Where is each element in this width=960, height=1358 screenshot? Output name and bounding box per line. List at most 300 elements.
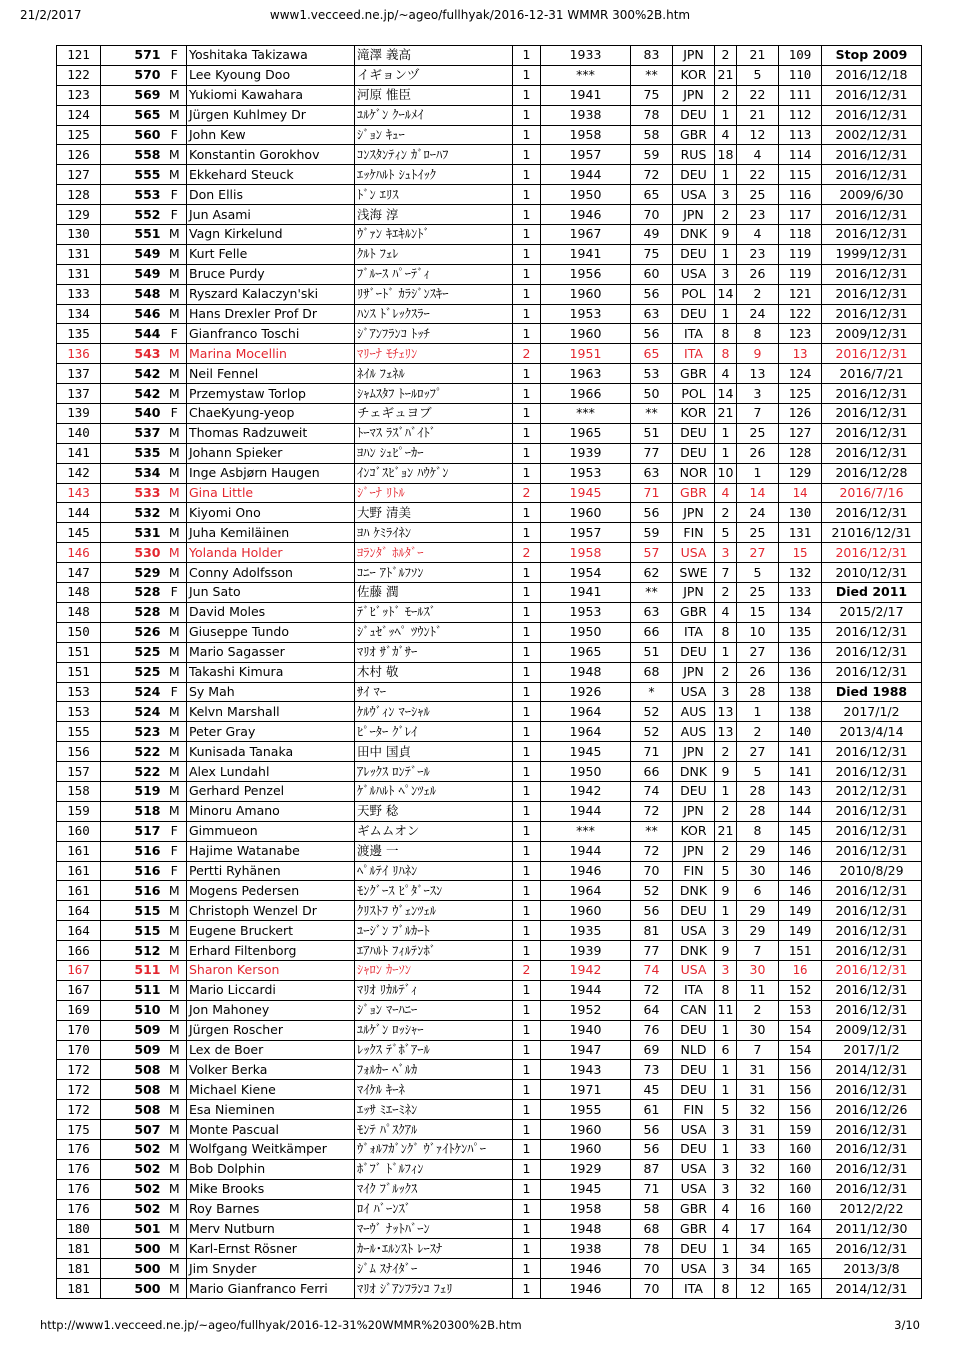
table-row — [57, 304, 922, 324]
total-cell: 134 — [779, 602, 822, 622]
total-cell: 146 — [779, 861, 822, 881]
date-cell: 2016/12/31 — [822, 1239, 922, 1259]
age-cell: 78 — [631, 1239, 673, 1259]
table-row — [57, 244, 922, 264]
country-rank-cell: 1 — [715, 901, 737, 921]
sex-cell: M — [163, 225, 187, 245]
country-count-cell: 31 — [737, 1060, 779, 1080]
age-cell: 51 — [631, 423, 673, 443]
runner-number-cell: 544 — [101, 324, 163, 344]
date-cell: 2009/12/31 — [822, 324, 922, 344]
rank-cell: 140 — [57, 423, 101, 443]
table-row — [57, 483, 922, 503]
katakana-name-cell: ﾌｫﾙｶｰ ﾍﾞﾙｶ — [355, 1060, 513, 1080]
category-cell: 1 — [513, 622, 541, 642]
country-rank-cell: 5 — [715, 523, 737, 543]
name-cell: Jun Sato — [187, 583, 355, 603]
sex-cell: F — [163, 404, 187, 424]
age-cell: 83 — [631, 46, 673, 66]
country-cell: JPN — [673, 841, 715, 861]
table-row — [57, 85, 922, 105]
date-cell: 2016/12/31 — [822, 901, 922, 921]
country-count-cell: 27 — [737, 742, 779, 762]
table-row — [57, 165, 922, 185]
age-cell: 58 — [631, 1199, 673, 1219]
runner-number-cell: 525 — [101, 662, 163, 682]
katakana-name-cell: ｼﾞｱﾝﾌﾗﾝｺ ﾄｯﾁ — [355, 324, 513, 344]
total-cell: 159 — [779, 1120, 822, 1140]
sex-cell: M — [163, 165, 187, 185]
table-row — [57, 762, 922, 782]
date-cell: 2016/12/31 — [822, 1179, 922, 1199]
sex-cell: F — [163, 125, 187, 145]
name-cell: Mike Brooks — [187, 1179, 355, 1199]
country-count-cell: 4 — [737, 225, 779, 245]
country-count-cell: 23 — [737, 244, 779, 264]
birth-year-cell: 1965 — [541, 423, 631, 443]
table-row — [57, 563, 922, 583]
total-cell: 15 — [779, 543, 822, 563]
name-cell: Merv Nutburn — [187, 1219, 355, 1239]
table-row — [57, 642, 922, 662]
country-cell: FIN — [673, 861, 715, 881]
age-cell: 72 — [631, 980, 673, 1000]
country-cell: FIN — [673, 1100, 715, 1120]
birth-year-cell: 1946 — [541, 1279, 631, 1299]
sex-cell: M — [163, 1139, 187, 1159]
sex-cell: M — [163, 801, 187, 821]
birth-year-cell: 1960 — [541, 1139, 631, 1159]
total-cell: 143 — [779, 781, 822, 801]
category-cell: 1 — [513, 1179, 541, 1199]
rank-cell: 180 — [57, 1219, 101, 1239]
sex-cell: F — [163, 841, 187, 861]
date-cell: 2016/12/31 — [822, 960, 922, 980]
category-cell: 1 — [513, 861, 541, 881]
country-count-cell: 15 — [737, 602, 779, 622]
sex-cell: M — [163, 1020, 187, 1040]
runner-number-cell: 507 — [101, 1120, 163, 1140]
rank-cell: 156 — [57, 742, 101, 762]
country-count-cell: 28 — [737, 682, 779, 702]
country-rank-cell: 1 — [715, 165, 737, 185]
country-cell: USA — [673, 543, 715, 563]
country-cell: JPN — [673, 583, 715, 603]
rank-cell: 137 — [57, 364, 101, 384]
table-row — [57, 284, 922, 304]
country-count-cell: 8 — [737, 324, 779, 344]
sex-cell: F — [163, 682, 187, 702]
total-cell: 109 — [779, 46, 822, 66]
country-cell: DEU — [673, 1020, 715, 1040]
date-cell: 2016/12/31 — [822, 841, 922, 861]
category-cell: 1 — [513, 980, 541, 1000]
country-rank-cell: 4 — [715, 483, 737, 503]
country-rank-cell: 3 — [715, 960, 737, 980]
country-rank-cell: 2 — [715, 503, 737, 523]
country-rank-cell: 1 — [715, 244, 737, 264]
total-cell: 111 — [779, 85, 822, 105]
katakana-name-cell: ｸﾙﾄ ﾌｪﾚ — [355, 244, 513, 264]
country-count-cell: 26 — [737, 443, 779, 463]
table-row — [57, 960, 922, 980]
table-row — [57, 443, 922, 463]
name-cell: Mogens Pedersen — [187, 881, 355, 901]
age-cell: 58 — [631, 125, 673, 145]
sex-cell: M — [163, 980, 187, 1000]
total-cell: 149 — [779, 901, 822, 921]
katakana-name-cell: ｼｬﾛﾝ ｶｰｿﾝ — [355, 960, 513, 980]
country-count-cell: 27 — [737, 543, 779, 563]
total-cell: 153 — [779, 1000, 822, 1020]
country-count-cell: 12 — [737, 1279, 779, 1299]
sex-cell: M — [163, 1120, 187, 1140]
country-rank-cell: 1 — [715, 423, 737, 443]
sex-cell: M — [163, 1279, 187, 1299]
age-cell: 57 — [631, 543, 673, 563]
name-cell: Yolanda Holder — [187, 543, 355, 563]
total-cell: 141 — [779, 742, 822, 762]
total-cell: 160 — [779, 1199, 822, 1219]
sex-cell: F — [163, 583, 187, 603]
name-cell: Lex de Boer — [187, 1040, 355, 1060]
country-cell: DEU — [673, 1239, 715, 1259]
country-cell: KOR — [673, 65, 715, 85]
sex-cell: M — [163, 921, 187, 941]
name-cell: Gina Little — [187, 483, 355, 503]
country-rank-cell: 3 — [715, 1179, 737, 1199]
katakana-name-cell: ﾏｰｳﾞ ﾅｯﾄﾊﾞｰﾝ — [355, 1219, 513, 1239]
country-rank-cell: 2 — [715, 85, 737, 105]
katakana-name-cell: 浅海 淳 — [355, 205, 513, 225]
runner-number-cell: 531 — [101, 523, 163, 543]
country-count-cell: 24 — [737, 304, 779, 324]
total-cell: 144 — [779, 801, 822, 821]
katakana-name-cell: ﾓﾝﾃ ﾊﾟｽｸｱﾙ — [355, 1120, 513, 1140]
total-cell: 136 — [779, 642, 822, 662]
katakana-name-cell: ｲﾝｺﾞｽﾋﾞｮﾝ ﾊｳｹﾞﾝ — [355, 463, 513, 483]
country-rank-cell: 4 — [715, 125, 737, 145]
name-cell: Przemystaw Torlop — [187, 384, 355, 404]
runner-number-cell: 501 — [101, 1219, 163, 1239]
age-cell: 68 — [631, 1219, 673, 1239]
katakana-name-cell: ﾌﾞﾙｰｽ ﾊﾟｰﾃﾞｨ — [355, 264, 513, 284]
total-cell: 124 — [779, 364, 822, 384]
name-cell: John Kew — [187, 125, 355, 145]
age-cell: 56 — [631, 284, 673, 304]
sex-cell: M — [163, 762, 187, 782]
name-cell: Jon Mahoney — [187, 1000, 355, 1020]
age-cell: 69 — [631, 1040, 673, 1060]
country-rank-cell: 14 — [715, 284, 737, 304]
sex-cell: F — [163, 46, 187, 66]
table-row — [57, 841, 922, 861]
country-count-cell: 25 — [737, 185, 779, 205]
country-rank-cell: 2 — [715, 742, 737, 762]
country-cell: USA — [673, 1120, 715, 1140]
name-cell: Gimmueon — [187, 821, 355, 841]
runner-number-cell: 510 — [101, 1000, 163, 1020]
katakana-name-cell: ﾏﾘｵ ｻﾞｶﾞｻｰ — [355, 642, 513, 662]
name-cell: Neil Fennel — [187, 364, 355, 384]
country-cell: DEU — [673, 781, 715, 801]
country-cell: JPN — [673, 85, 715, 105]
date-cell: 2016/12/31 — [822, 384, 922, 404]
country-cell: DNK — [673, 941, 715, 961]
sex-cell: M — [163, 1239, 187, 1259]
katakana-name-cell: ﾄﾞﾝ ｴﾘｽ — [355, 185, 513, 205]
birth-year-cell: 1941 — [541, 583, 631, 603]
total-cell: 129 — [779, 463, 822, 483]
category-cell: 1 — [513, 583, 541, 603]
country-count-cell: 29 — [737, 921, 779, 941]
table-row — [57, 1239, 922, 1259]
table-row — [57, 1259, 922, 1279]
category-cell: 1 — [513, 1219, 541, 1239]
rank-cell: 125 — [57, 125, 101, 145]
table-row — [57, 65, 922, 85]
total-cell: 146 — [779, 841, 822, 861]
name-cell: Bob Dolphin — [187, 1159, 355, 1179]
country-rank-cell: 8 — [715, 1279, 737, 1299]
sex-cell: M — [163, 523, 187, 543]
runner-number-cell: 500 — [101, 1239, 163, 1259]
rank-cell: 167 — [57, 980, 101, 1000]
sex-cell: M — [163, 881, 187, 901]
country-count-cell: 29 — [737, 901, 779, 921]
table-body — [57, 46, 922, 1299]
total-cell: 133 — [779, 583, 822, 603]
rank-cell: 134 — [57, 304, 101, 324]
country-rank-cell: 3 — [715, 543, 737, 563]
country-count-cell: 31 — [737, 1120, 779, 1140]
country-rank-cell: 1 — [715, 1139, 737, 1159]
katakana-name-cell: ｺﾆｰ ｱﾄﾞﾙﾌｿﾝ — [355, 563, 513, 583]
birth-year-cell: *** — [541, 65, 631, 85]
total-cell: 156 — [779, 1080, 822, 1100]
total-cell: 118 — [779, 225, 822, 245]
runner-number-cell: 558 — [101, 145, 163, 165]
country-rank-cell: 1 — [715, 1239, 737, 1259]
sex-cell: M — [163, 443, 187, 463]
table-row — [57, 781, 922, 801]
table-row — [57, 1279, 922, 1299]
category-cell: 1 — [513, 722, 541, 742]
name-cell: Wolfgang Weitkämper — [187, 1139, 355, 1159]
birth-year-cell: 1967 — [541, 225, 631, 245]
sex-cell: M — [163, 423, 187, 443]
runner-number-cell: 515 — [101, 921, 163, 941]
total-cell: 146 — [779, 881, 822, 901]
age-cell: 49 — [631, 225, 673, 245]
date-cell: 2016/7/21 — [822, 364, 922, 384]
age-cell: 71 — [631, 742, 673, 762]
rank-cell: 153 — [57, 702, 101, 722]
runner-number-cell: 502 — [101, 1179, 163, 1199]
name-cell: Hajime Watanabe — [187, 841, 355, 861]
birth-year-cell: 1960 — [541, 1120, 631, 1140]
country-cell: GBR — [673, 1199, 715, 1219]
date-cell: 2010/8/29 — [822, 861, 922, 881]
age-cell: 64 — [631, 1000, 673, 1020]
country-cell: DEU — [673, 423, 715, 443]
katakana-name-cell: 木村 敬 — [355, 662, 513, 682]
total-cell: 165 — [779, 1279, 822, 1299]
category-cell: 2 — [513, 344, 541, 364]
birth-year-cell: 1964 — [541, 722, 631, 742]
katakana-name-cell: ﾋﾟｰﾀｰ ｸﾞﾚｲ — [355, 722, 513, 742]
total-cell: 156 — [779, 1100, 822, 1120]
category-cell: 1 — [513, 821, 541, 841]
country-count-cell: 10 — [737, 622, 779, 642]
country-cell: NOR — [673, 463, 715, 483]
category-cell: 1 — [513, 941, 541, 961]
country-count-cell: 28 — [737, 781, 779, 801]
country-cell: GBR — [673, 483, 715, 503]
name-cell: Jürgen Kuhlmey Dr — [187, 105, 355, 125]
category-cell: 1 — [513, 1139, 541, 1159]
table-row — [57, 423, 922, 443]
total-cell: 138 — [779, 702, 822, 722]
name-cell: ChaeKyung-yeop — [187, 404, 355, 424]
category-cell: 1 — [513, 682, 541, 702]
country-count-cell: 23 — [737, 205, 779, 225]
country-cell: CAN — [673, 1000, 715, 1020]
rank-cell: 170 — [57, 1020, 101, 1040]
country-rank-cell: 3 — [715, 264, 737, 284]
age-cell: 60 — [631, 264, 673, 284]
date-cell: 2016/12/26 — [822, 1100, 922, 1120]
total-cell: 160 — [779, 1159, 822, 1179]
total-cell: 13 — [779, 344, 822, 364]
country-count-cell: 7 — [737, 941, 779, 961]
runner-number-cell: 522 — [101, 742, 163, 762]
category-cell: 1 — [513, 463, 541, 483]
country-count-cell: 26 — [737, 264, 779, 284]
rank-cell: 131 — [57, 264, 101, 284]
country-rank-cell: 5 — [715, 861, 737, 881]
country-cell: USA — [673, 960, 715, 980]
date-cell: 2016/12/31 — [822, 980, 922, 1000]
age-cell: 61 — [631, 1100, 673, 1120]
country-count-cell: 14 — [737, 483, 779, 503]
sex-cell: M — [163, 483, 187, 503]
rank-cell: 147 — [57, 563, 101, 583]
name-cell: Karl-Ernst Rösner — [187, 1239, 355, 1259]
runner-number-cell: 552 — [101, 205, 163, 225]
category-cell: 1 — [513, 1020, 541, 1040]
age-cell: 51 — [631, 642, 673, 662]
date-cell: 2016/12/31 — [822, 1139, 922, 1159]
sex-cell: M — [163, 1199, 187, 1219]
table-row — [57, 602, 922, 622]
country-count-cell: 30 — [737, 960, 779, 980]
katakana-name-cell: ﾓﾝｸﾞｰｽ ﾋﾟﾀﾞｰｽﾝ — [355, 881, 513, 901]
country-rank-cell: 2 — [715, 801, 737, 821]
country-cell: JPN — [673, 205, 715, 225]
runner-number-cell: 549 — [101, 244, 163, 264]
rank-cell: 161 — [57, 861, 101, 881]
runner-number-cell: 537 — [101, 423, 163, 443]
rank-cell: 137 — [57, 384, 101, 404]
name-cell: Bruce Purdy — [187, 264, 355, 284]
runner-number-cell: 555 — [101, 165, 163, 185]
name-cell: Alex Lundahl — [187, 762, 355, 782]
rank-cell: 161 — [57, 841, 101, 861]
katakana-name-cell: ﾕﾙｹﾞﾝ ｸｰﾙﾒｲ — [355, 105, 513, 125]
age-cell: 70 — [631, 205, 673, 225]
rank-cell: 158 — [57, 781, 101, 801]
date-cell: 2016/12/31 — [822, 165, 922, 185]
sex-cell: M — [163, 622, 187, 642]
katakana-name-cell: 佐藤 潤 — [355, 583, 513, 603]
category-cell: 2 — [513, 483, 541, 503]
runner-number-cell: 502 — [101, 1159, 163, 1179]
runner-number-cell: 509 — [101, 1040, 163, 1060]
runner-number-cell: 553 — [101, 185, 163, 205]
sex-cell: M — [163, 1179, 187, 1199]
birth-year-cell: 1946 — [541, 861, 631, 881]
page-url-header: www1.vecceed.ne.jp/~ageo/fullhyak/2016-12-31 WMMR 300%2B.htm — [269, 8, 691, 22]
runner-number-cell: 516 — [101, 881, 163, 901]
country-count-cell: 21 — [737, 46, 779, 66]
sex-cell: M — [163, 1060, 187, 1080]
country-rank-cell: 6 — [715, 1040, 737, 1060]
sex-cell: M — [163, 1000, 187, 1020]
total-cell: 127 — [779, 423, 822, 443]
country-rank-cell: 4 — [715, 364, 737, 384]
birth-year-cell: 1966 — [541, 384, 631, 404]
country-count-cell: 7 — [737, 1040, 779, 1060]
country-count-cell: 5 — [737, 65, 779, 85]
rank-cell: 150 — [57, 622, 101, 642]
rank-cell: 151 — [57, 662, 101, 682]
country-count-cell: 30 — [737, 861, 779, 881]
table-row — [57, 324, 922, 344]
age-cell: 52 — [631, 881, 673, 901]
country-count-cell: 2 — [737, 722, 779, 742]
age-cell: 56 — [631, 1120, 673, 1140]
birth-year-cell: 1948 — [541, 1219, 631, 1239]
katakana-name-cell: ｼﾞｮﾝ ﾏｰﾊﾆｰ — [355, 1000, 513, 1020]
birth-year-cell: 1957 — [541, 523, 631, 543]
age-cell: 72 — [631, 801, 673, 821]
category-cell: 2 — [513, 960, 541, 980]
table-row — [57, 205, 922, 225]
age-cell: 56 — [631, 901, 673, 921]
sex-cell: M — [163, 1040, 187, 1060]
country-count-cell: 11 — [737, 980, 779, 1000]
country-count-cell: 32 — [737, 1159, 779, 1179]
rank-cell: 166 — [57, 941, 101, 961]
katakana-name-cell: ﾖﾗﾝﾀﾞ ﾎﾙﾀﾞｰ — [355, 543, 513, 563]
category-cell: 1 — [513, 841, 541, 861]
runner-number-cell: 522 — [101, 762, 163, 782]
table-row — [57, 1120, 922, 1140]
rank-cell: 121 — [57, 46, 101, 66]
name-cell: Esa Nieminen — [187, 1100, 355, 1120]
category-cell: 1 — [513, 443, 541, 463]
name-cell: Ekkehard Steuck — [187, 165, 355, 185]
rank-cell: 127 — [57, 165, 101, 185]
sex-cell: M — [163, 781, 187, 801]
age-cell: 72 — [631, 165, 673, 185]
runner-number-cell: 540 — [101, 404, 163, 424]
table-row — [57, 1219, 922, 1239]
table-row — [57, 503, 922, 523]
country-cell: DEU — [673, 105, 715, 125]
total-cell: 145 — [779, 821, 822, 841]
